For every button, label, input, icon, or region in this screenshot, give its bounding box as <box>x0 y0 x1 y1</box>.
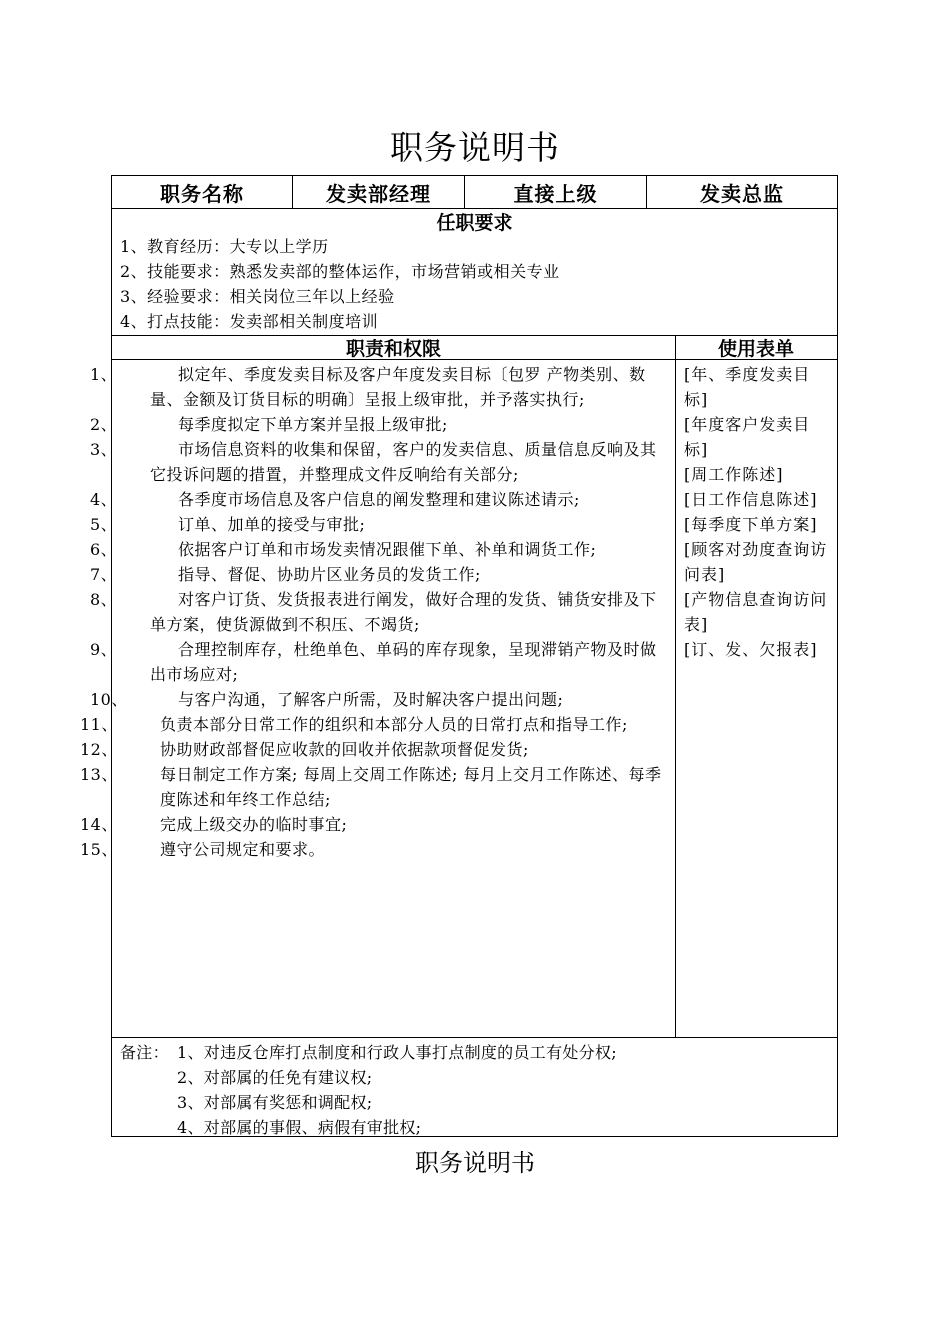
note-line: 4、对部属的事假、病假有审批权; <box>177 1118 422 1137</box>
document-title: 职务说明书 <box>390 128 560 167</box>
column-divider <box>675 335 676 1037</box>
form-item: [每季度下单方案] <box>684 515 818 534</box>
duty-item: 3、 市场信息资料的收集和保留，客户的发卖信息、质量信息反响及其它投诉问题的措置，并整理成文件反响给有关部分; <box>90 440 657 484</box>
duty-item: 8、 对客户订货、发货报表进行阐发，做好合理的发货、铺货安排及下单方案，使货源做到不积压、不竭货; <box>90 590 657 634</box>
duty-item: 9、 合理控制库存，杜绝单色、单码的库存现象，呈现滞销产物及时做出市场应对; <box>90 640 657 684</box>
job-name-value: 发卖部经理 <box>292 176 464 208</box>
duty-item: 13、 每日制定工作方案; 每周上交周工作陈述; 每月上交月工作陈述、每季度陈述和年终工作总结; <box>80 765 662 809</box>
form-item: [订、发、欠报表] <box>684 640 818 659</box>
job-description-table <box>80 175 838 1137</box>
duty-item: 4、 各季度市场信息及客户信息的阐发整理和建议陈述请示; <box>90 490 580 509</box>
duties-title: 职责和权限 <box>345 338 441 360</box>
notes-divider <box>112 1037 837 1038</box>
requirements-list <box>120 234 820 334</box>
form-item: [年、季度发卖目标] <box>684 365 811 409</box>
form-item: [日工作信息陈述] <box>684 490 818 509</box>
duty-item: 11、 负责本部分日常工作的组织和本部分人员的日常打点和指导工作; <box>80 715 628 734</box>
header-row <box>112 176 837 209</box>
duty-item: 1、 拟定年、季度发卖目标及客户年度发卖目标〔包罗 产物类别、数量、金额及订货目标的明确〕呈报上级审批，并予落实执行; <box>90 365 646 409</box>
forms-title: 使用表单 <box>717 338 794 360</box>
duty-item: 2、 每季度拟定下单方案并呈报上级审批; <box>90 415 448 434</box>
notes-section <box>120 1040 820 1140</box>
duty-item: 15、 遵守公司规定和要求。 <box>80 840 326 859</box>
duty-item: 6、 依据客户订单和市场发卖情况跟催下单、补单和调货工作; <box>90 540 597 559</box>
form-item: [周工作陈述] <box>684 465 784 484</box>
note-line: 备注： 1、对违反仓库打点制度和行政人事打点制度的员工有处分权; <box>120 1040 820 1065</box>
section-header-row <box>112 335 837 360</box>
requirement-item: 1、教育经历：大专以上学历 <box>120 237 329 256</box>
requirements-title: 任职要求 <box>436 212 513 234</box>
requirement-item: 4、打点技能：发卖部相关制度培训 <box>120 312 379 331</box>
notes-label: 备注： <box>120 1043 169 1062</box>
document-footer: 职务说明书 <box>415 1149 535 1177</box>
forms-list <box>684 362 834 662</box>
duty-item: 12、 协助财政部督促应收款的回收并依据款项督促发货; <box>80 740 529 759</box>
requirement-item: 2、技能要求：熟悉发卖部的整体运作，市场营销或相关专业 <box>120 262 560 281</box>
duty-item: 10、 与客户沟通，了解客户所需，及时解决客户提出问题; <box>90 690 564 709</box>
duties-list <box>80 362 670 862</box>
form-item: [产物信息查询访问表] <box>684 590 828 634</box>
superior-value: 发卖总监 <box>646 176 837 208</box>
duty-item: 5、 订单、加单的接受与审批; <box>90 515 366 534</box>
requirement-item: 3、经验要求：相关岗位三年以上经验 <box>120 287 395 306</box>
form-item: [年度客户发卖目标] <box>684 415 811 459</box>
note-line: 2、对部属的任免有建议权; <box>177 1068 373 1087</box>
duty-item: 14、 完成上级交办的临时事宜; <box>80 815 348 834</box>
form-item: [顾客对劲度查询访问表] <box>684 540 828 584</box>
job-name-label: 职务名称 <box>160 181 244 206</box>
superior-label: 直接上级 <box>464 176 646 208</box>
duty-item: 7、 指导、督促、协助片区业务员的发货工作; <box>90 565 481 584</box>
note-line: 3、对部属有奖惩和调配权; <box>177 1093 373 1112</box>
